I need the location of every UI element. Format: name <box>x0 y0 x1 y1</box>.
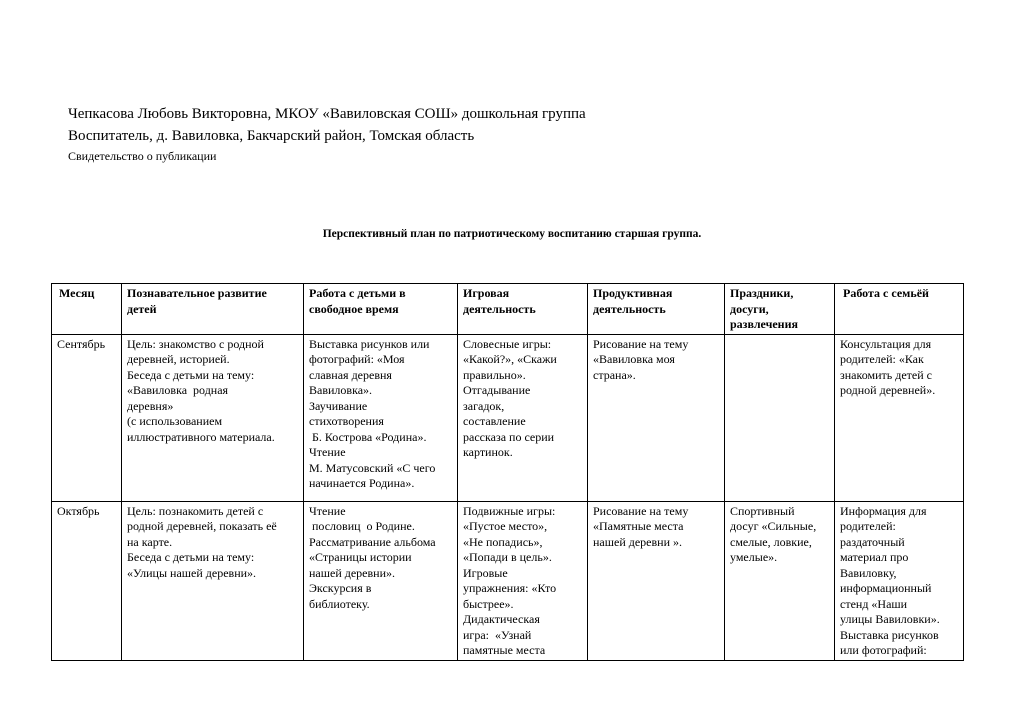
cell-text-line: досуг «Сильные, <box>730 519 817 533</box>
cell-text-line: Словесные игры: <box>463 336 552 351</box>
cell-text-line: Экскурсия в <box>309 581 372 595</box>
cell-family <box>835 334 964 501</box>
cell-text-line: фотографий: «Моя <box>309 352 405 366</box>
table-row-october <box>52 501 964 660</box>
cell-productive <box>588 334 725 501</box>
cell-text-line: составление <box>463 414 526 428</box>
cell-text-line: улицы Вавиловки». <box>840 612 940 626</box>
cell-text-line: деревня» <box>127 398 174 413</box>
cell-text-line: стихотворения <box>309 414 384 428</box>
table-header-row <box>52 284 964 335</box>
cell-text-line: «Пустое место», <box>463 519 548 533</box>
cell-text-line: (с использованием <box>127 414 223 428</box>
cell-text-line: «Не попадись», <box>463 534 543 549</box>
cell-text-line: страна». <box>593 367 636 382</box>
cell-text-line: умелые». <box>730 550 778 564</box>
cell-text-line: Подвижные игры: <box>463 503 556 518</box>
cell-text-line: родителей: <box>840 519 896 533</box>
cell-text-line: нашей деревни ». <box>593 534 683 549</box>
cell-month: Сентябрь <box>52 334 122 501</box>
cell-cognitive <box>122 501 304 660</box>
cell-text-line: Консультация для <box>840 336 932 351</box>
cell-text-line: Рассматривание альбома <box>309 534 436 549</box>
cell-text-line: Вавиловка». <box>309 383 373 397</box>
cell-family <box>835 501 964 660</box>
cell-text-line: родной деревней». <box>840 383 936 397</box>
cell-text-line: Беседа с детьми на тему: <box>127 550 255 564</box>
cell-text-line: Дидактическая <box>463 612 540 626</box>
cell-text-line: рассказа по серии <box>463 429 555 444</box>
header-game: Игровая деятельность <box>458 284 588 335</box>
header-month: Месяц <box>52 284 122 335</box>
cell-text-line: Отгадывание <box>463 383 531 397</box>
cell-text-line: библиотеку. <box>309 596 370 611</box>
cell-text-line: Вавиловку, <box>840 565 897 580</box>
cell-text-line: Рисование на тему <box>593 503 689 518</box>
cell-text-line: «Страницы истории <box>309 550 412 564</box>
cell-text-line: «Памятные места <box>593 519 684 533</box>
cell-text-line: Рисование на тему <box>593 336 689 351</box>
header-cognitive: Познавательное развитие детей <box>122 284 304 335</box>
cell-text-line: «Улицы нашей деревни». <box>127 565 257 580</box>
header-holidays: Праздники, досуги, развлечения <box>725 284 835 335</box>
cell-text-line: информационный <box>840 581 932 595</box>
cell-game <box>458 334 588 501</box>
document-header <box>68 103 586 165</box>
publication-certificate-link[interactable]: Свидетельство о публикации <box>68 149 217 163</box>
cell-holidays <box>725 334 835 501</box>
cell-text-line: памятные места <box>463 643 546 657</box>
position-line: Воспитатель, д. Вавиловка, Бакчарский район, Томская область <box>68 128 475 144</box>
cell-text-line: Цель: познакомить детей с <box>127 503 264 518</box>
cell-free-time <box>304 334 458 501</box>
cell-text-line: игра: «Узнай <box>463 627 532 642</box>
plan-title: Перспективный план по патриотическому воспитанию старшая группа. <box>322 228 702 240</box>
cell-text-line: картинок. <box>463 445 513 459</box>
cell-text-line: раздаточный <box>840 534 905 549</box>
header-productive: Продуктивная деятельность <box>588 284 725 335</box>
author-line: Чепкасова Любовь Викторовна, МКОУ «Вавиловская СОШ» дошкольная группа <box>68 106 586 122</box>
cell-text-line: «Вавиловка родная <box>127 383 229 397</box>
cell-text-line: М. Матусовский «С чего <box>309 460 436 475</box>
cell-text-line: славная деревня <box>309 367 392 382</box>
cell-text-line: Беседа с детьми на тему: <box>127 367 255 382</box>
cell-text-line: на карте. <box>127 534 173 549</box>
cell-text-line: смелые, ловкие, <box>730 534 812 549</box>
cell-text-line: «Какой?», «Скажи <box>463 352 557 366</box>
cell-text-line: Выставка рисунков <box>840 627 939 642</box>
cell-text-line: «Попади в цель». <box>463 550 552 564</box>
cell-game <box>458 501 588 660</box>
cell-text-line: Б. Кострова «Родина». <box>309 429 427 444</box>
cell-text-line: стенд «Наши <box>840 596 908 611</box>
cell-productive <box>588 501 725 660</box>
cell-text-line: Спортивный <box>730 503 795 518</box>
cell-text-line: родителей: «Как <box>840 352 924 366</box>
plan-table <box>51 283 964 661</box>
cell-month: Октябрь <box>52 501 122 660</box>
cell-text-line: Чтение <box>309 503 346 518</box>
cell-text-line: «Вавиловка моя <box>593 352 675 366</box>
cell-text-line: родной деревней, показать её <box>127 519 277 533</box>
cell-text-line: правильно». <box>463 367 526 382</box>
cell-text-line: Цель: знакомство с родной <box>127 336 264 351</box>
cell-free-time <box>304 501 458 660</box>
cell-text-line: упражнения: «Кто <box>463 581 557 595</box>
cell-text-line: Чтение <box>309 445 346 459</box>
cell-text-line: пословиц о Родине. <box>309 519 415 533</box>
cell-text-line: знакомить детей с <box>840 367 932 382</box>
header-family: Работа с семьёй <box>835 284 964 335</box>
cell-text-line: иллюстративного материала. <box>127 429 275 444</box>
cell-text-line: материал про <box>840 550 909 564</box>
cell-text-line: быстрее». <box>463 596 514 611</box>
cell-holidays <box>725 501 835 660</box>
table-row-september <box>52 334 964 501</box>
cell-text-line: Информация для <box>840 503 927 518</box>
cell-text-line: нашей деревни». <box>309 565 396 580</box>
cell-text-line: начинается Родина». <box>309 476 415 490</box>
header-free-time: Работа с детьми в свободное время <box>304 284 458 335</box>
cell-text-line: Заучивание <box>309 398 368 413</box>
cell-text-line: Выставка рисунков или <box>309 336 430 351</box>
cell-text-line: деревней, историей. <box>127 352 230 366</box>
cell-cognitive <box>122 334 304 501</box>
cell-text-line: Игровые <box>463 565 508 580</box>
cell-text-line: или фотографий: <box>840 643 927 657</box>
cell-text-line: загадок, <box>463 398 505 413</box>
